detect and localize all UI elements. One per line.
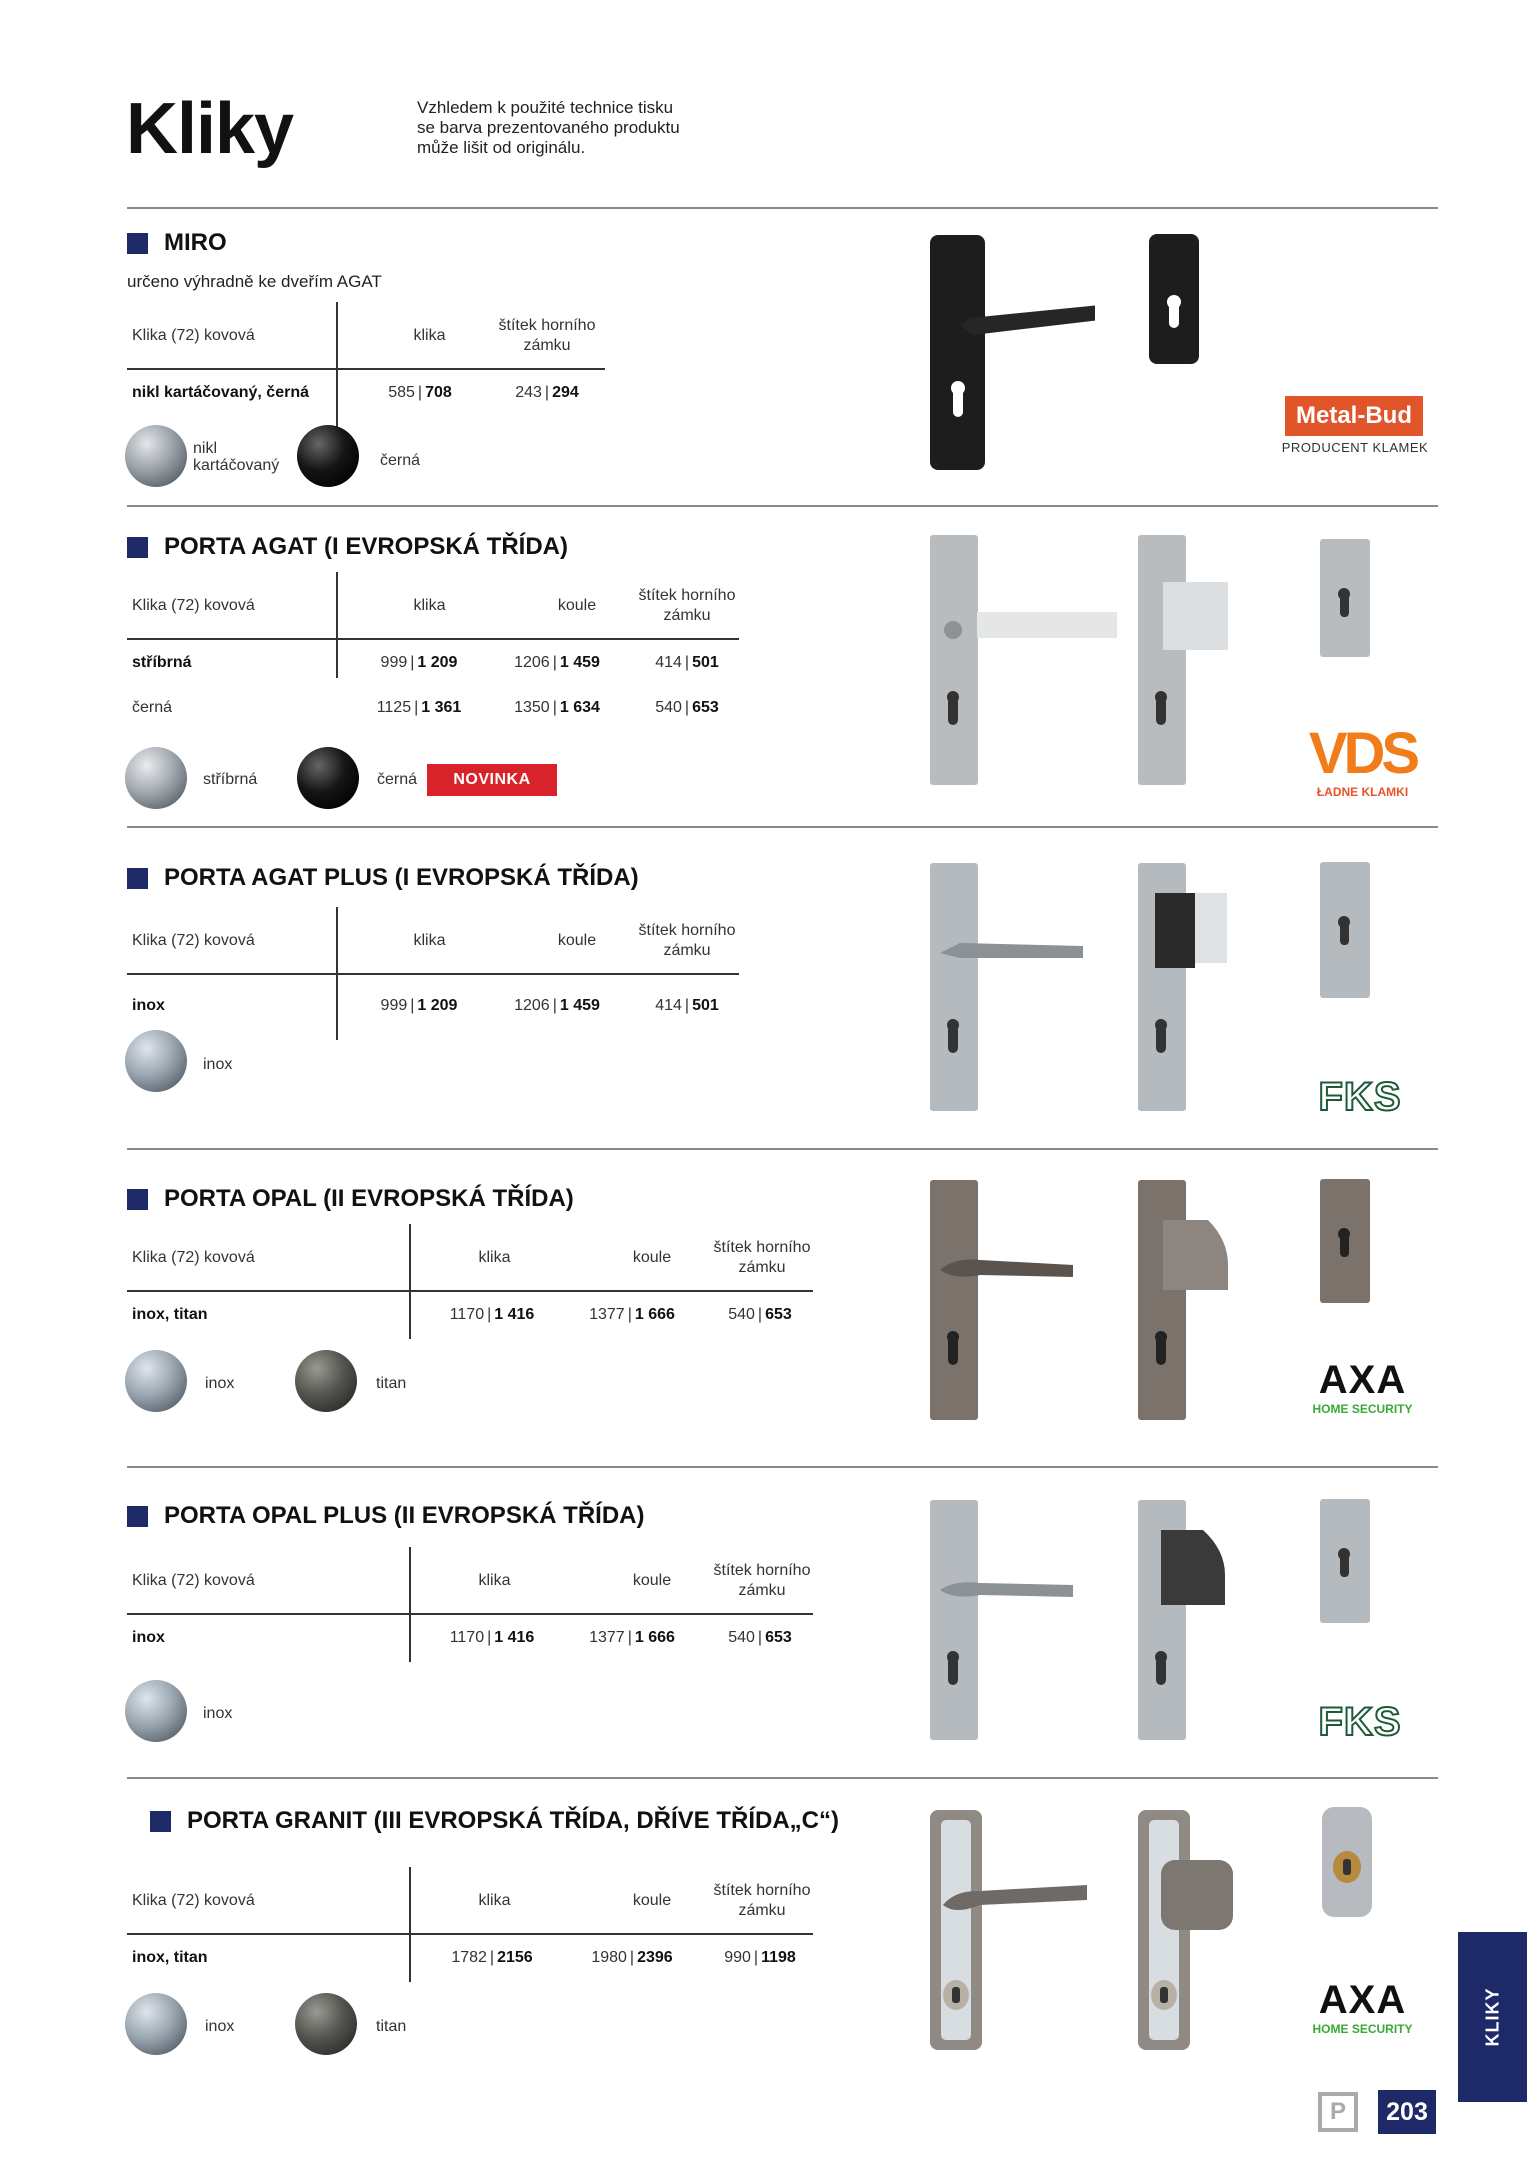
section-subtitle: určeno výhradně ke dveřím AGAT	[127, 272, 382, 291]
miro-escutcheon-image	[1147, 232, 1202, 367]
inox-swatch	[125, 1993, 187, 2055]
granit-knob-image	[1133, 1805, 1243, 2055]
axa-tagline: HOME SECURITY	[1312, 2022, 1413, 2036]
table-row-label: inox	[132, 997, 165, 1014]
table-cell: 1782 | 2156	[451, 1949, 533, 1966]
agat-handle-image	[925, 530, 1120, 790]
table-row-label: černá	[132, 699, 173, 716]
inox-swatch	[125, 1680, 187, 1742]
table-header: koule	[632, 1249, 672, 1266]
table-header: koule	[557, 597, 597, 614]
section-marker	[127, 1189, 148, 1210]
axa-logo: AXA	[1318, 1358, 1407, 1402]
section-title: PORTA AGAT PLUS (I EVROPSKÁ TŘÍDA)	[164, 864, 639, 891]
vds-tagline: ŁADNE KLAMKI	[1316, 785, 1409, 799]
swatch-label: titan	[376, 1375, 407, 1392]
price-table-porta-opal-plus	[127, 1545, 827, 1665]
swatch-label: inox	[205, 2018, 235, 2035]
table-vline	[336, 302, 338, 427]
table-header: štítek horního zámku	[498, 317, 596, 354]
publisher-p-icon: P	[1318, 2092, 1358, 2132]
vds-logo: VDS	[1308, 721, 1417, 786]
table-hline	[127, 973, 739, 975]
opal-handle-image	[925, 1175, 1075, 1425]
section-title: PORTA AGAT (I EVROPSKÁ TŘÍDA)	[164, 533, 568, 560]
section-heading-porta-granit	[150, 1807, 839, 1835]
opal-plus-handle-image	[925, 1495, 1075, 1745]
section-title: PORTA OPAL (II EVROPSKÁ TŘÍDA)	[164, 1185, 574, 1212]
titan-swatch	[295, 1993, 357, 2055]
table-vline	[336, 572, 338, 678]
table-vline	[409, 1867, 411, 1982]
table-header: klika	[413, 327, 446, 344]
price-table-porta-agat-plus	[127, 905, 747, 1045]
table-hline	[127, 368, 605, 370]
swatch-label: inox	[205, 1375, 235, 1392]
table-cell: 540 | 653	[728, 1629, 792, 1646]
swatch-label: inox	[203, 1705, 233, 1722]
table-header: štítek horního zámku	[713, 1562, 811, 1599]
swatch-label: stříbrná	[203, 771, 258, 788]
table-header: Klika (72) kovová	[132, 1892, 255, 1909]
table-cell: 1980 | 2396	[591, 1949, 673, 1966]
section-marker	[127, 868, 148, 889]
table-row-label: nikl kartáčovaný, černá	[132, 384, 309, 401]
table-hline	[127, 638, 739, 640]
metalbud-logo: Metal-Bud	[1285, 396, 1423, 436]
table-cell: 414 | 501	[655, 654, 719, 671]
price-table-miro	[127, 300, 607, 430]
table-cell: 243 | 294	[515, 384, 579, 401]
table-cell: 990 | 1198	[724, 1949, 796, 1966]
table-row-label: inox, titan	[132, 1306, 208, 1323]
opal-plus-knob-image	[1133, 1495, 1233, 1745]
opal-escutcheon-image	[1318, 1177, 1373, 1305]
inox-swatch	[125, 1030, 187, 1092]
silver-swatch	[125, 747, 187, 809]
section-marker	[127, 1506, 148, 1527]
color-disclaimer	[417, 98, 737, 158]
table-hline	[127, 1933, 813, 1935]
disclaimer-line: Vzhledem k použité technice tisku	[417, 98, 674, 117]
table-cell: 1350 | 1 634	[514, 699, 600, 716]
table-cell: 1377 | 1 666	[589, 1306, 675, 1323]
page-title: Kliky	[126, 89, 294, 169]
section-heading-porta-agat	[127, 533, 568, 561]
black-swatch	[297, 747, 359, 809]
table-header: klika	[413, 597, 446, 614]
swatch-label: černá	[377, 771, 418, 788]
page-number: 203	[1378, 2090, 1436, 2134]
nikl-swatch	[125, 425, 187, 487]
chapter-label: KLIKY	[1482, 1987, 1502, 2047]
table-cell: 1206 | 1 459	[514, 997, 600, 1014]
section-heading-porta-opal-plus	[127, 1502, 644, 1530]
axa-logo: AXA	[1318, 1978, 1407, 2022]
new-badge: NOVINKA	[427, 764, 557, 796]
table-header: koule	[632, 1892, 672, 1909]
table-cell: 1170 | 1 416	[449, 1629, 535, 1646]
table-header: klika	[478, 1892, 511, 1909]
table-header: koule	[557, 932, 597, 949]
table-row-label: inox, titan	[132, 1949, 208, 1966]
section-heading-porta-opal	[127, 1185, 574, 1213]
section-heading-miro	[127, 229, 227, 257]
table-vline	[409, 1224, 411, 1339]
table-header: Klika (72) kovová	[132, 1572, 255, 1589]
agat-knob-image	[1133, 530, 1233, 790]
opal-plus-escutcheon-image	[1318, 1497, 1373, 1625]
table-header: klika	[413, 932, 446, 949]
chapter-side-tab	[1458, 1932, 1527, 2102]
swatch-label: inox	[203, 1056, 233, 1073]
fks-logo: FKS	[1318, 1075, 1402, 1119]
disclaimer-line: může lišit od originálu.	[417, 138, 586, 157]
section-title: PORTA GRANIT (III EVROPSKÁ TŘÍDA, DŘÍVE TŘÍDA„C“)	[187, 1807, 840, 1834]
section-divider	[127, 826, 1438, 828]
section-divider	[127, 1777, 1438, 1779]
table-cell: 999 | 1 209	[380, 997, 458, 1014]
table-header: koule	[632, 1572, 672, 1589]
section-marker	[150, 1811, 171, 1832]
table-hline	[127, 1290, 813, 1292]
price-table-porta-opal	[127, 1222, 827, 1332]
price-table-porta-granit	[127, 1865, 827, 1985]
table-row-label: inox	[132, 1629, 165, 1646]
table-header: štítek horního zámku	[713, 1239, 811, 1276]
agat-plus-handle-image	[925, 858, 1085, 1116]
granit-handle-image	[925, 1805, 1090, 2055]
table-header: Klika (72) kovová	[132, 1249, 255, 1266]
inox-swatch	[125, 1350, 187, 1412]
section-divider	[127, 207, 1438, 209]
table-cell: 1206 | 1 459	[514, 654, 600, 671]
swatch-label: titan	[376, 2018, 407, 2035]
axa-tagline: HOME SECURITY	[1312, 1402, 1413, 1416]
table-header: štítek horního zámku	[713, 1882, 811, 1919]
section-marker	[127, 537, 148, 558]
table-cell: 585 | 708	[388, 384, 452, 401]
table-vline	[409, 1547, 411, 1662]
swatch-label: černá	[380, 452, 421, 469]
table-cell: 1377 | 1 666	[589, 1629, 675, 1646]
table-row-label: stříbrná	[132, 654, 192, 671]
section-marker	[127, 233, 148, 254]
black-swatch	[297, 425, 359, 487]
section-title: PORTA OPAL PLUS (II EVROPSKÁ TŘÍDA)	[164, 1502, 645, 1529]
table-header: štítek horního zámku	[638, 587, 736, 624]
table-cell: 540 | 653	[728, 1306, 792, 1323]
titan-swatch	[295, 1350, 357, 1412]
agat-plus-escutcheon-image	[1318, 860, 1373, 1000]
table-header: štítek horního zámku	[638, 922, 736, 959]
table-header: Klika (72) kovová	[132, 932, 255, 949]
agat-escutcheon-image	[1318, 537, 1373, 659]
table-cell: 999 | 1 209	[380, 654, 458, 671]
fks-logo: FKS	[1318, 1700, 1402, 1744]
table-hline	[127, 1613, 813, 1615]
section-divider	[127, 1148, 1438, 1150]
granit-escutcheon-image	[1318, 1805, 1378, 1920]
metalbud-tagline: PRODUCENT KLAMEK	[1281, 440, 1429, 455]
agat-plus-knob-image	[1133, 858, 1233, 1116]
price-table-porta-agat	[127, 570, 747, 725]
table-header: Klika (72) kovová	[132, 327, 255, 344]
section-divider	[127, 1466, 1438, 1468]
swatch-label: nikl kartáčovaný	[193, 440, 280, 474]
table-cell: 1170 | 1 416	[449, 1306, 535, 1323]
table-header: klika	[478, 1249, 511, 1266]
table-cell: 540 | 653	[655, 699, 719, 716]
table-cell: 414 | 501	[655, 997, 719, 1014]
section-heading-porta-agat-plus	[127, 864, 639, 892]
disclaimer-line: se barva prezentovaného produktu	[417, 118, 680, 137]
opal-knob-image	[1133, 1175, 1233, 1425]
table-header: klika	[478, 1572, 511, 1589]
table-cell: 1125 | 1 361	[376, 699, 462, 716]
section-title: MIRO	[164, 229, 227, 256]
miro-handle-image	[925, 230, 1095, 475]
table-header: Klika (72) kovová	[132, 597, 255, 614]
section-divider	[127, 505, 1438, 507]
